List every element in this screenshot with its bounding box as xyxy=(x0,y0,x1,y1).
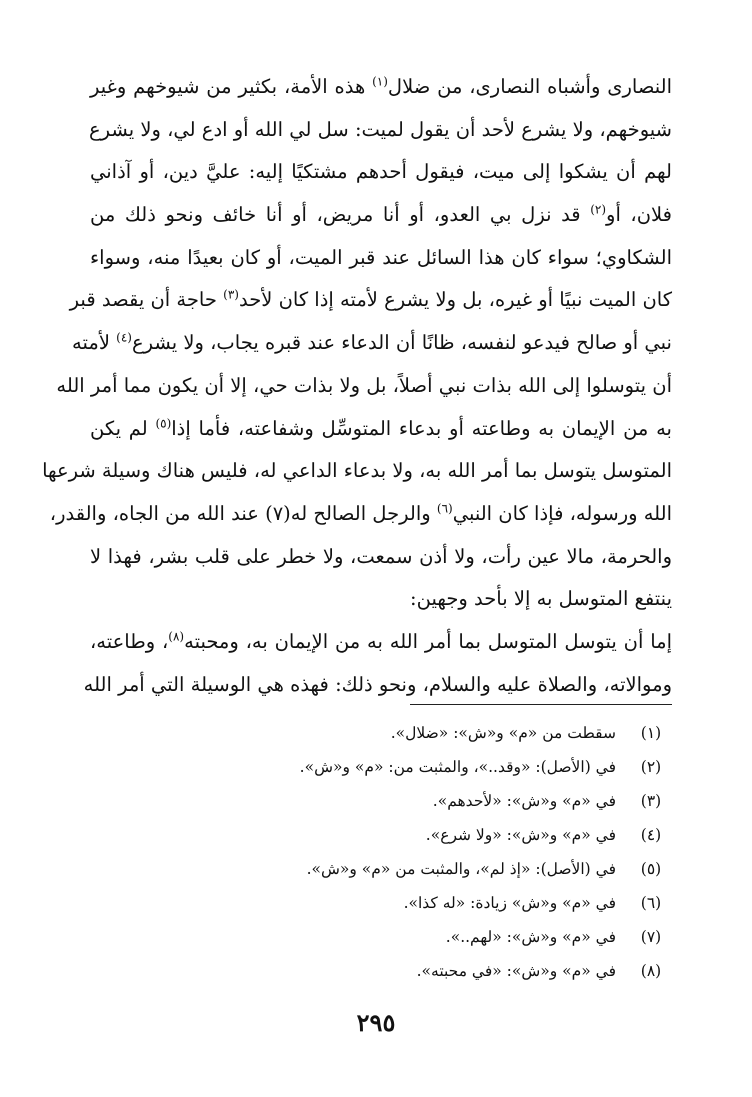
footnote-item xyxy=(90,954,672,988)
footnote-text: في (الأصل): «وقد..»، والمثبت من: «م» و«ش». xyxy=(299,758,616,776)
text-line xyxy=(90,621,672,664)
line-text: لهم أن يشكوا إلى ميت، فيقول أحدهم مشتكيًا إليه: عليَّ دين، أو آذاني xyxy=(90,160,672,184)
footnote-marker: (١) xyxy=(372,74,388,89)
text-line xyxy=(72,322,672,365)
text-line xyxy=(83,664,672,707)
line-text: قد نزل بي العدو، أو أنا مريض، أو أنا خائف ونحو ذلك من xyxy=(90,203,591,227)
line-text: شيوخهم، ولا يشرع لأحد أن يقول لميت: سل لي الله أو ادع لي، ولا يشرع xyxy=(88,117,672,141)
footnotes xyxy=(90,716,672,988)
footnote-item xyxy=(90,784,672,818)
footnote-number: (٥) xyxy=(640,860,662,878)
footnote-text: في «م» و«ش»: «في محبته». xyxy=(416,962,616,980)
footnote-marker: (٤) xyxy=(116,330,132,345)
text-line xyxy=(90,578,672,621)
line-text: إما أن يتوسل المتوسل بما أمر الله به من الإيمان به، ومحبته xyxy=(184,629,673,653)
text-line xyxy=(90,536,672,579)
line-text: وموالاته، والصلاة عليه والسلام، ونحو ذلك: فهذه هي الوسيلة التي أمر الله xyxy=(83,672,672,696)
line-text: نبي أو صالح فيدعو لنفسه، ظانًا أن الدعاء عند قبره يجاب، ولا يشرع xyxy=(131,331,672,355)
footnote-marker: (٢) xyxy=(590,202,607,217)
footnote-number: (٧) xyxy=(640,928,662,946)
line-text: ينتفع المتوسل به إلا بأحد وجهين: xyxy=(410,587,672,611)
footnote-text: في «م» و«ش» زيادة: «له كذا». xyxy=(403,894,616,912)
line-text: النصارى وأشباه النصارى، من ضلال xyxy=(387,75,672,98)
footnote-number: (٤) xyxy=(640,826,662,844)
footnote-item xyxy=(90,886,672,920)
footnote-item xyxy=(90,920,672,954)
main-text xyxy=(42,66,673,706)
line-text: أن يتوسلوا إلى الله بذات نبي أصلاً، بل ولا بذات حي، إلا أن يكون مما أمر الله xyxy=(56,373,672,397)
text-line xyxy=(49,493,672,536)
footnote-marker: (٥) xyxy=(155,416,172,430)
line-text: الشكاوي؛ سواء كان هذا السائل عند قبر الميت، أو كان بعيدًا منه، وسواء xyxy=(90,245,672,269)
footnote-number: (٦) xyxy=(640,894,662,912)
footnote-item xyxy=(90,750,672,784)
text-line xyxy=(42,450,672,493)
line-text: ، وطاعته، xyxy=(90,629,169,653)
line-text: الله ورسوله، فإذا كان النبي xyxy=(452,501,672,525)
line-text: كان الميت نبيًا أو غيره، بل ولا يشرع لأمته إذا كان لأحد xyxy=(238,288,672,312)
footnote-marker: (٣) xyxy=(223,287,239,302)
text-line xyxy=(69,279,672,322)
text-line xyxy=(90,151,672,194)
footnote-text: في «م» و«ش»: «لأحدهم». xyxy=(432,792,616,810)
line-text: حاجة أن يقصد قبر xyxy=(69,288,224,312)
line-text: والحرمة، مالا عين رأت، ولا أذن سمعت، ولا خطر على قلب بشر، فهذا لا xyxy=(90,544,672,568)
line-text: لأمته xyxy=(72,331,117,355)
text-line xyxy=(90,109,672,152)
line-text: المتوسل يتوسل بما أمر الله به، ولا بدعاء الداعي له، فليس هناك وسيلة شرعها xyxy=(42,459,672,483)
text-line xyxy=(90,408,672,451)
line-text: هذه الأمة، بكثير من شيوخهم وغير xyxy=(90,75,373,98)
footnote-item xyxy=(90,852,672,886)
footnote-item xyxy=(90,818,672,852)
page-number: ٢٩٥ xyxy=(356,1008,396,1037)
text-line xyxy=(90,194,672,237)
footnote-text: في «م» و«ش»: «لهم..». xyxy=(445,928,616,946)
text-line xyxy=(90,66,672,109)
footnote-text: في «م» و«ش»: «ولا شرع». xyxy=(425,826,616,844)
footnote-text: في (الأصل): «إذ لم»، والمثبت من «م» و«ش». xyxy=(306,860,616,878)
text-line xyxy=(90,237,672,280)
footnote-number: (٨) xyxy=(640,962,662,980)
footnote-marker: (٨) xyxy=(168,629,185,644)
footnote-item xyxy=(90,716,672,750)
footnote-text: سقطت من «م» و«ش»: «ضلال». xyxy=(390,724,616,742)
footnote-separator xyxy=(410,704,672,705)
footnote-number: (٢) xyxy=(640,758,662,776)
footnote-number: (١) xyxy=(640,724,662,742)
footnote-number: (٣) xyxy=(640,792,662,810)
line-text: لم يكن xyxy=(90,416,156,440)
footnote-marker: (٦) xyxy=(436,501,453,516)
line-text: به من الإيمان به وطاعته أو بدعاء المتوسِّل وشفاعته، فأما إذا xyxy=(171,416,672,440)
text-line xyxy=(56,365,672,408)
line-text: فلان، أو xyxy=(606,203,673,227)
line-text: والرجل الصالح له(٧) عند الله من الجاه، والقدر، xyxy=(49,501,437,525)
